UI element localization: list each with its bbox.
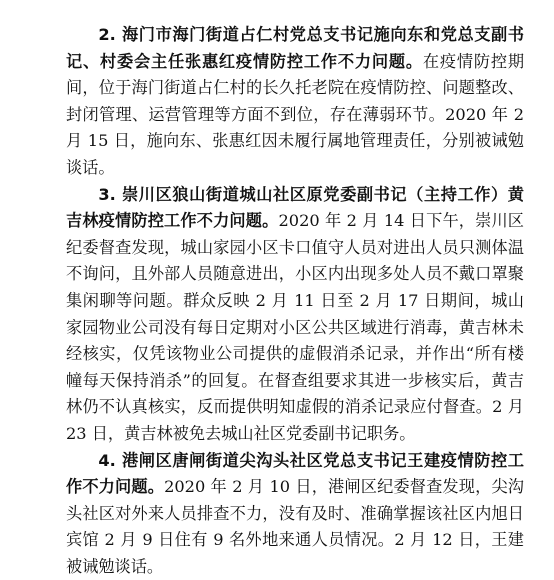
item-4-title: 4. 港闸区唐闸街道尖沟头社区党总支书记王建疫情防控工作不力问题。 <box>66 451 524 497</box>
item-4 <box>66 448 524 580</box>
item-2 <box>66 22 524 182</box>
item-3-body: 2020 年 2 月 14 日下午，崇川区纪委督查发现，城山家园小区卡口值守人员对进出人员只测体温不询问，且外部人员随意进出，小区内出现多处人员不戴口罩聚集闲聊等问题。群众反映 2 月 11 日至 2 月 17 日期间，城山家园物业公司没有每日定期对小区公共区域进行消毒，黄吉林未经核实，仅凭该物业公司提供的虚假消杀记录，并作出“所有楼幢每天保持消杀”的回复。在督查组要求其进一步核实后，黄吉林仍不认真核实，反而提供明知虚假的消杀记录应付督查。2 月 23 日，黄吉林被免去城山社区党委副书记职务。 <box>66 211 524 443</box>
item-2-title: 2. 海门市海门街道占仁村党总支书记施向东和党总支副书记、村委会主任张惠红疫情防控工作不力问题。 <box>66 25 524 71</box>
item-4-body: 2020 年 2 月 10 日，港闸区纪委督查发现，尖沟头社区对外来人员排查不力，没有及时、准确掌握该社区内旭日宾馆 2 月 9 日住有 9 名外地来通人员情况。2 月 12 日，王建被诫勉谈话。 <box>66 477 524 576</box>
item-3-title: 3. 崇川区狼山街道城山社区原党委副书记（主持工作）黄吉林疫情防控工作不力问题。 <box>66 185 524 231</box>
item-2-body: 在疫情防控期间，位于海门街道占仁村的长久托老院在疫情防控、问题整改、封闭管理、运营管理等方面不到位，存在薄弱环节。2020 年 2 月 15 日，施向东、张惠红因未履行属地管理责任，分别被诫勉谈话。 <box>66 52 524 177</box>
item-3 <box>66 182 524 448</box>
